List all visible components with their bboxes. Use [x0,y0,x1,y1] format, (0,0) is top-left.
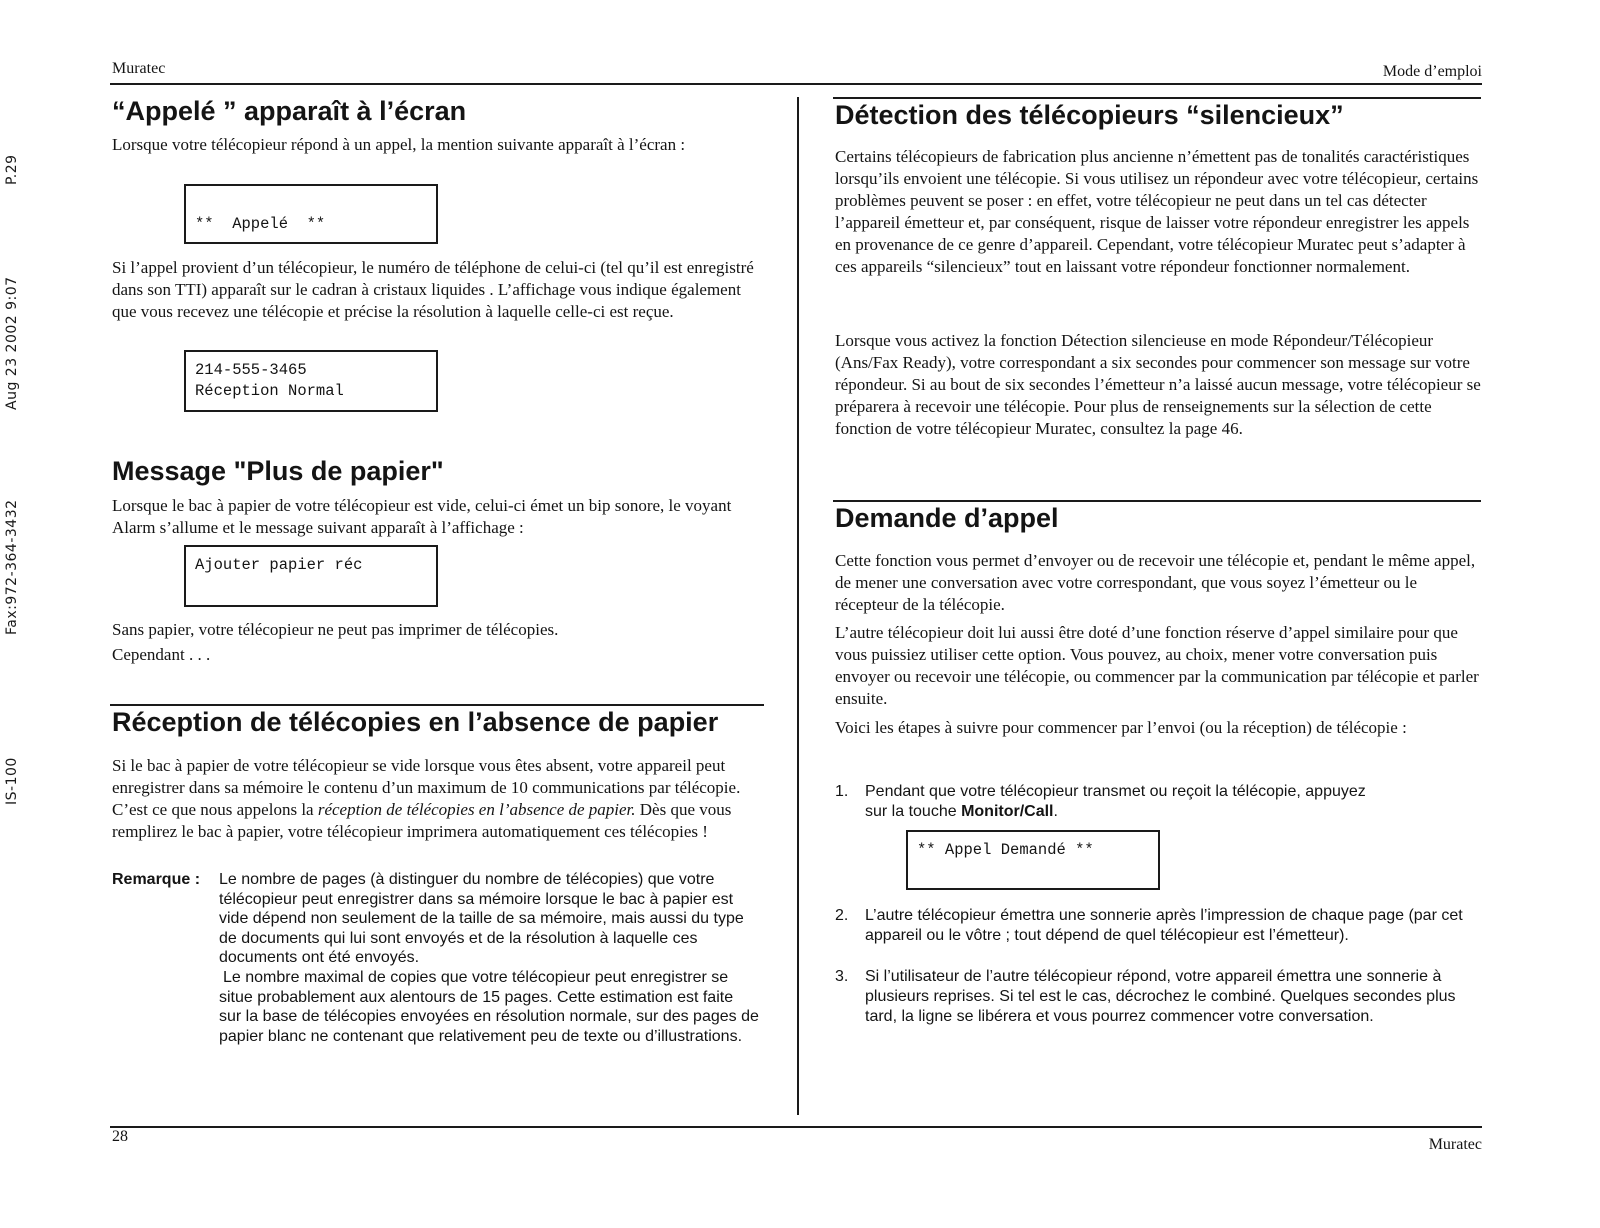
fax-header-strip [4,0,28,1228]
footer-page-number: 28 [112,1128,128,1145]
plus-de-papier-after-1: Sans papier, votre télécopieur ne peut pas imprimer de télécopies. [112,620,559,639]
appele-body: Si l’appel provient d’un télécopieur, le numéro de téléphone de celui-ci (tel qu’il est enregistré dans son TTI) apparaît sur le cadran à cristaux liquides . L’affichage vous indique également que vous recevez une télécopie et précise la résolution à laquelle celle-ci est reçue. [112,258,754,321]
note-label: Remarque : [112,871,201,888]
footer-brand: Muratec [1428,1136,1482,1153]
section-title-reception-sans-papier: Réception de télécopies en l’absence de papier [112,707,719,737]
step-1-number: 1. [835,783,849,800]
lcd-display-appel-demande: ** Appel Demandé ** [906,830,1160,890]
demande-paragraph-3: Voici les étapes à suivre pour commencer par l’envoi (ou la réception) de télécopie : [835,718,1407,737]
plus-de-papier-intro: Lorsque le bac à papier de votre télécopieur est vide, celui-ci émet un bip sonore, le voyant Alarm s’allume et le message suivant apparaît à l’affichage : [112,496,732,537]
appele-intro: Lorsque votre télécopieur répond à un appel, la mention suivante apparaît à l’écran : [112,135,686,154]
detection-paragraph-2: Lorsque vous activez la fonction Détection silencieuse en mode Répondeur/Télécopieur (Ans/Fax Ready), votre correspondant a six secondes pour commencer son message sur votre répondeur. Si au bout de six secondes l’émetteur n’a laissé aucun message, votre télécopieur se préparera à recevoir une télécopie. Pour plus de renseignements sur la sélection de cette fonction de votre télécopieur Muratec, consultez la page 46. [835,331,1481,438]
note-paragraph-2: Le nombre maximal de copies que votre télécopieur peut enregistrer se situe probablement aux alentours de 15 pages. Cette estimation est faite sur la base de télécopies envoyées en résolution normale, sur des pages de papier blanc ne contenant que relativement peu de texte ou d’illustrations. [219,969,759,1045]
step-2-text: L’autre télécopieur émettra une sonnerie après l’impression de chaque page (par cet appareil ou le vôtre ; tout dépend de quel télécopieur est l’émetteur). [865,907,1463,944]
demande-paragraph-2: L’autre télécopieur doit lui aussi être doté d’une fonction réserve d’appel similaire pour que vous puissiez utiliser cette option. Vous pouvez, au choix, mener votre conversation puis envoyer ou recevoir une télécopie, ou commencer par la communication par télécopie et parler ensuite. [835,623,1479,708]
column-divider [797,97,799,1115]
section-title-plus-de-papier: Message "Plus de papier" [112,456,444,486]
detection-paragraph-1: Certains télécopieurs de fabrication plus ancienne n’émettent pas de tonalités caractéristiques lorsqu’ils envoient une télécopie. Si vous utilisez un répondeur avec votre télécopieur, certains problèmes peuvent se poser : en effet, votre télécopieur ne peut dans un tel cas détecter l’appareil émetteur et, par conséquent, risque de laisser votre répondeur enregistrer les appels en provenance de ce genre d’appareil. Cependant, votre télécopieur Muratec peut s’adapter à ces appareils “silencieux” tout en laissant votre répondeur fonctionner normalement. [835,147,1479,276]
step-1-text: Pendant que votre télécopieur transmet ou reçoit la télécopie, appuyez sur la touche Monitor/Call. [865,783,1366,820]
section-title-appele: “Appelé ” apparaît à l’écran [112,96,467,126]
step-2-number: 2. [835,907,849,924]
fax-page-number: P.29 [4,154,20,185]
header-rule [110,83,1482,85]
fax-number: Fax:972-364-3432 [4,499,20,635]
lcd-display-reception: 214-555-3465 Réception Normal [184,350,438,412]
lcd-display-ajouter-papier: Ajouter papier réc [184,545,438,607]
demande-paragraph-1: Cette fonction vous permet d’envoyer ou de recevoir une télécopie et, pendant le même appel, de mener une conversation avec votre correspondant, que vous soyez l’émetteur ou le récepteur de la télécopie. [835,551,1476,614]
lcd-display-appele: ** Appelé ** [184,184,438,244]
plus-de-papier-after-2: Cependant . . . [112,645,211,664]
step-3-number: 3. [835,968,849,985]
fax-date: Aug 23 2002 9:07 [4,276,20,410]
header-title: Mode d’emploi [1382,63,1482,80]
section-title-demande-appel: Demande d’appel [835,503,1059,533]
section-title-detection: Détection des télécopieurs “silencieux” [835,100,1344,130]
header-brand: Muratec [112,60,166,77]
note-paragraph-1: Le nombre de pages (à distinguer du nombre de télécopies) que votre télécopieur peut enregistrer dans sa mémoire lorsque le bac à papier est vide dépend non seulement de la taille de sa mémoire, mais aussi du type de documents qui lui sont envoyés et de la résolution à laquelle ces documents ont été envoyés. [219,871,744,966]
footer-rule [110,1126,1482,1128]
reception-sans-papier-body: Si le bac à papier de votre télécopieur se vide lorsque vous êtes absent, votre appareil peut enregistrer dans sa mémoire le contenu d’un maximum de 10 communications par télécopie. C’est ce que nous appelons la réception de télécopies en l’absence de papier. Dès que vous remplirez le bac à papier, votre télécopieur imprimera automatiquement ces télécopies ! [112,756,741,841]
fax-model: IS-100 [4,757,20,805]
step-3-text: Si l’utilisateur de l’autre télécopieur répond, votre appareil émettra une sonnerie à plusieurs reprises. Si tel est le cas, décrochez le combiné. Quelques secondes plus tard, la ligne se libérera et vous pourrez commencer votre conversation. [865,968,1456,1025]
